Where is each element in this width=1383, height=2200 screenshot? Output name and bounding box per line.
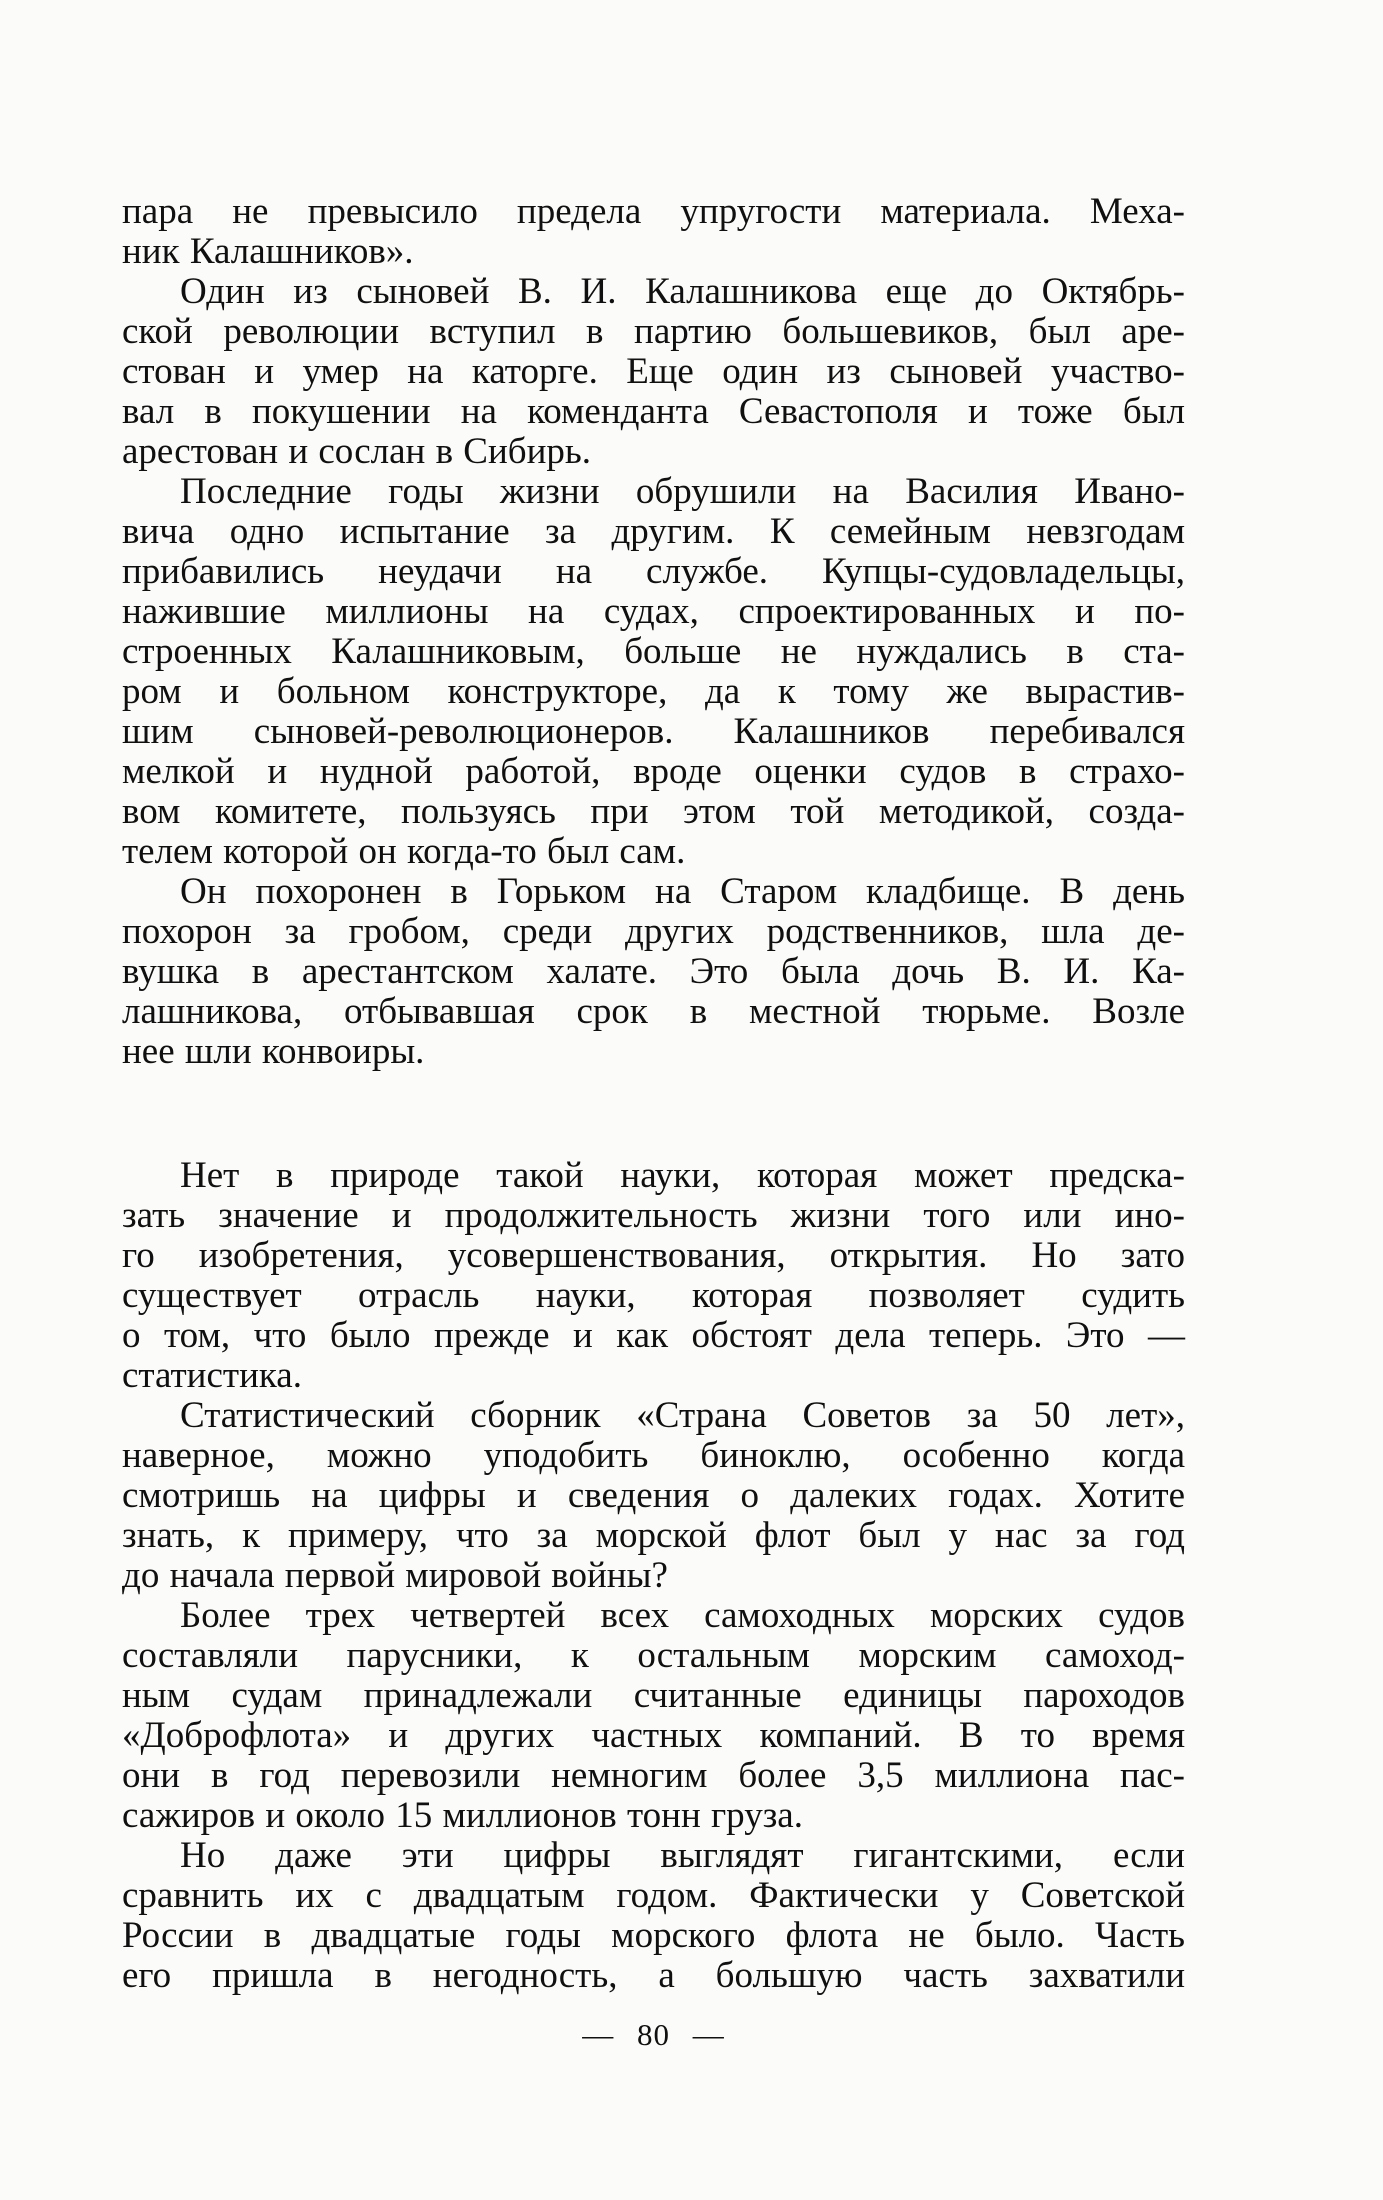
text-line: до начала первой мировой войны? [122,1555,668,1596]
text-line: сажиров и около 15 миллионов тонн груза. [122,1795,803,1836]
text-line: вал в покушении на коменданта Севастополя и тоже был [122,391,1185,432]
paragraph [122,1596,1185,1836]
text-line: Один из сыновей В. И. Калашникова еще до Октябрь- [180,271,1185,312]
text-line: существует отрасль науки, которая позволяет судить [122,1275,1185,1316]
text-line: его пришла в негодность, а большую часть захватили [122,1955,1185,1996]
paragraph [122,472,1185,872]
text-line: шим сыновей-революционеров. Калашников перебивался [122,711,1185,752]
text-line: Статистический сборник «Страна Советов за 50 лет», [180,1395,1185,1436]
text-line: составляли парусники, к остальным морским самоход- [122,1635,1185,1676]
text-line: лашникова, отбывавшая срок в местной тюрьме. Возле [122,991,1185,1032]
paragraph [122,1396,1185,1596]
text-line: нее шли конвоиры. [122,1031,425,1072]
text-column [122,192,1185,1996]
text-line: они в год перевозили немногим более 3,5 миллиона пас- [122,1755,1185,1796]
text-line: смотришь на цифры и сведения о далеких годах. Хотите [122,1475,1185,1516]
text-line: ской революции вступил в партию большевиков, был аре- [122,311,1185,352]
text-line: похорон за гробом, среди других родственников, шла де- [122,911,1185,952]
text-line: прибавились неудачи на службе. Купцы-судовладельцы, [122,551,1185,592]
text-line: мелкой и нудной работой, вроде оценки судов в страхо- [122,751,1185,792]
paragraph [122,1156,1185,1396]
text-line: сравнить их с двадцатым годом. Фактически у Советской [122,1875,1185,1916]
paragraph [122,1836,1185,1996]
paragraph [122,872,1185,1072]
text-line: вушка в арестантском халате. Это была дочь В. И. Ка- [122,951,1185,992]
text-line: Он похоронен в Горьком на Старом кладбище. В день [180,871,1185,912]
text-line: строенных Калашниковым, больше не нуждались в ста- [122,631,1185,672]
text-line: го изобретения, усовершенствования, открытия. Но зато [122,1235,1185,1276]
text-line: ром и больном конструкторе, да к тому же вырастив- [122,671,1185,712]
text-line: ник Калашников». [122,231,414,272]
text-line: Но даже эти цифры выглядят гигантскими, если [180,1835,1185,1876]
text-line: нажившие миллионы на судах, спроектированных и по- [122,591,1185,632]
text-line: вом комитете, пользуясь при этом той методикой, созда- [122,791,1185,832]
text-line: знать, к примеру, что за морской флот был у нас за год [122,1515,1185,1556]
text-line: Нет в природе такой науки, которая может предска- [180,1155,1185,1196]
text-line: зать значение и продолжительность жизни того или ино- [122,1195,1185,1236]
page-number: — 80 — [582,2017,725,2052]
text-line: наверное, можно уподобить биноклю, особенно когда [122,1435,1185,1476]
text-line: телем которой он когда-то был сам. [122,831,686,872]
text-line: Последние годы жизни обрушили на Василия Ивано- [180,471,1185,512]
text-line: вича одно испытание за другим. К семейным невзгодам [122,511,1185,552]
text-line: стован и умер на каторге. Еще один из сыновей участво- [122,351,1185,392]
text-line: пара не превысило предела упругости материала. Меха- [122,191,1185,232]
text-line: ным судам принадлежали считанные единицы пароходов [122,1675,1185,1716]
text-line: «Доброфлота» и других частных компаний. В то время [122,1715,1185,1756]
page-footer [122,2018,1185,2052]
text-line: статистика. [122,1355,302,1396]
paragraph [122,192,1185,272]
text-line: арестован и сослан в Сибирь. [122,431,592,472]
text-line: о том, что было прежде и как обстоят дела теперь. Это — [122,1315,1185,1356]
paragraph [122,272,1185,472]
text-line: России в двадцатые годы морского флота не было. Часть [122,1915,1185,1956]
text-line: Более трех четвертей всех самоходных морских судов [180,1595,1185,1636]
